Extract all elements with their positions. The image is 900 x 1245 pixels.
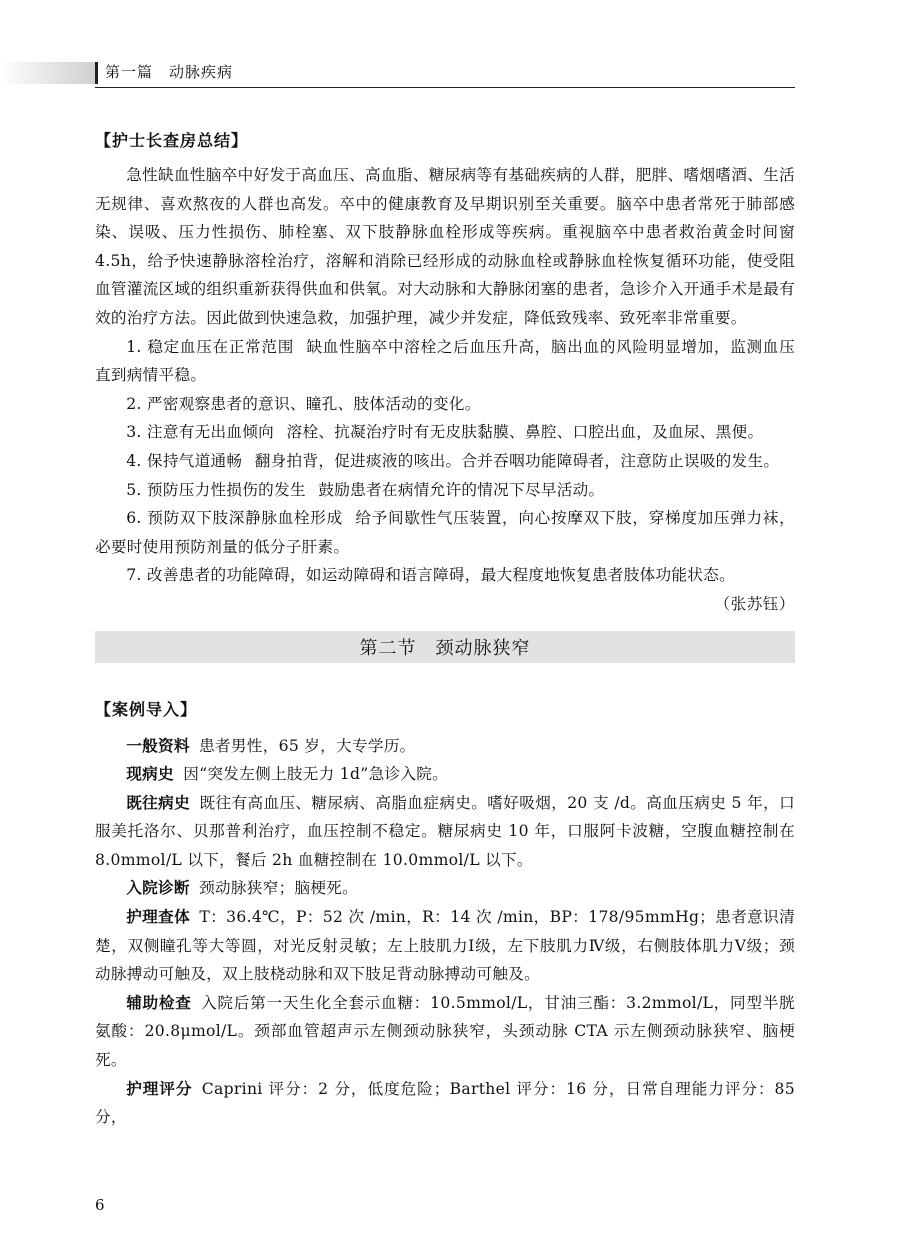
case-entry-label: 一般资料 xyxy=(126,736,190,755)
summary-item: 3. 注意有无出血倾向 溶栓、抗凝治疗时有无皮肤黏膜、鼻腔、口腔出血，及血尿、黑便。 xyxy=(126,423,764,442)
summary-item: 2. 严密观察患者的意识、瞳孔、肢体活动的变化。 xyxy=(126,394,481,413)
case-heading: 【案例导入】 xyxy=(95,699,198,719)
summary-heading: 【护士长查房总结】 xyxy=(95,131,249,150)
chapter-title: 第一篇 动脉疾病 xyxy=(105,63,234,81)
summary-item: 4. 保持气道通畅 翻身拍背，促进痰液的咳出。合并吞咽功能障碍者，注意防止误吸的发生。 xyxy=(126,451,780,470)
case-entry-label: 既往病史 xyxy=(126,793,191,812)
case-entry: 护理查体 T：36.4℃，P：52 次 /min，R：14 次 /min，BP：178/95mmHg；患者意识清楚，双侧瞳孔等大等圆，对光反射灵敏；左上肢肌力Ⅰ级，左下肢肌力Ⅳ级，右侧肢体肌力Ⅴ级；颈动脉搏动可触及，双上肢桡动脉和双下肢足背动脉搏动可触及。 xyxy=(95,908,795,984)
summary-item: 1. 稳定血压在正常范围 缺血性脑卒中溶栓之后血压升高，脑出血的风险明显增加，监测血压直到病情平稳。 xyxy=(95,337,795,385)
case-entry-label: 入院诊断 xyxy=(126,879,190,898)
page-number: 6 xyxy=(95,1196,105,1214)
case-entry: 既往病史 既往有高血压、糖尿病、高脂血症病史。嗜好吸烟，20 支 /d。高血压病史 5 年，口服美托洛尔、贝那普利治疗，血压控制不稳定。糖尿病史 10 年，口服阿卡波糖，空腹血糖控制在 8.0mmol/L 以下，餐后 2h 血糖控制在 10.0mmol/L 以下。 xyxy=(95,793,795,869)
case-entry: 现病史 因“突发左侧上肢无力 1d”急诊入院。 xyxy=(126,765,449,784)
case-entry-label: 辅助检查 xyxy=(126,993,192,1012)
section-title: 第二节 颈动脉狭窄 xyxy=(359,637,531,659)
case-entry-label: 现病史 xyxy=(126,765,174,784)
summary-item: 6. 预防双下肢深静脉血栓形成 给予间歇性气压装置，向心按摩双下肢，穿梯度加压弹力袜，必要时使用预防剂量的低分子肝素。 xyxy=(95,509,795,556)
summary-intro: 急性缺血性脑卒中好发于高血压、高血脂、糖尿病等有基础疾病的人群，肥胖、嗜烟嗜酒、生活无规律、喜欢熬夜的人群也高发。卒中的健康教育及早期识别至关重要。脑卒中患者常死于肺部感染、误吸、压力性损伤、肺栓塞、双下肢静脉血栓形成等疾病。重视脑卒中患者救治黄金时间窗4.5h，给予快速静脉溶栓治疗，溶解和消除已经形成的动脉血栓或静脉血栓恢复循环功能，使受阻血管灌流区域的组织重新获得供血和供氧。对大动脉和大静脉闭塞的患者，急诊介入开通手术是最有效的治疗方法。因此做到快速急救，加强护理，减少并发症，降低致残率、致死率非常重要。 xyxy=(95,166,795,327)
case-entry: 一般资料 患者男性，65 岁，大专学历。 xyxy=(126,736,416,755)
page-body xyxy=(95,128,795,1132)
author-signature: （张苏钰） xyxy=(714,594,795,613)
case-entry-label: 护理评分 xyxy=(126,1079,193,1098)
running-header xyxy=(95,60,795,88)
case-entry: 入院诊断 颈动脉狭窄；脑梗死。 xyxy=(126,879,359,898)
section-title-bar xyxy=(95,631,795,663)
summary-item: 5. 预防压力性损伤的发生 鼓励患者在病情允许的情况下尽早活动。 xyxy=(126,480,605,499)
header-gradient-band xyxy=(0,62,95,84)
header-marker-bar xyxy=(95,62,98,84)
case-entry-label: 护理查体 xyxy=(126,908,191,927)
case-entry: 护理评分 Caprini 评分：2 分，低度危险；Barthel 评分：16 分，日常自理能力评分：85 分， xyxy=(95,1079,796,1127)
case-entry: 辅助检查 入院后第一天生化全套示血糖：10.5mmol/L，甘油三酯：3.2mmol/L，同型半胱氨酸：20.8μmol/L。颈部血管超声示左侧颈动脉狭窄，头颈动脉 CTA 示左侧颈动脉狭窄、脑梗死。 xyxy=(95,993,795,1070)
summary-item: 7. 改善患者的功能障碍，如运动障碍和语言障碍，最大程度地恢复患者肢体功能状态。 xyxy=(126,566,735,585)
